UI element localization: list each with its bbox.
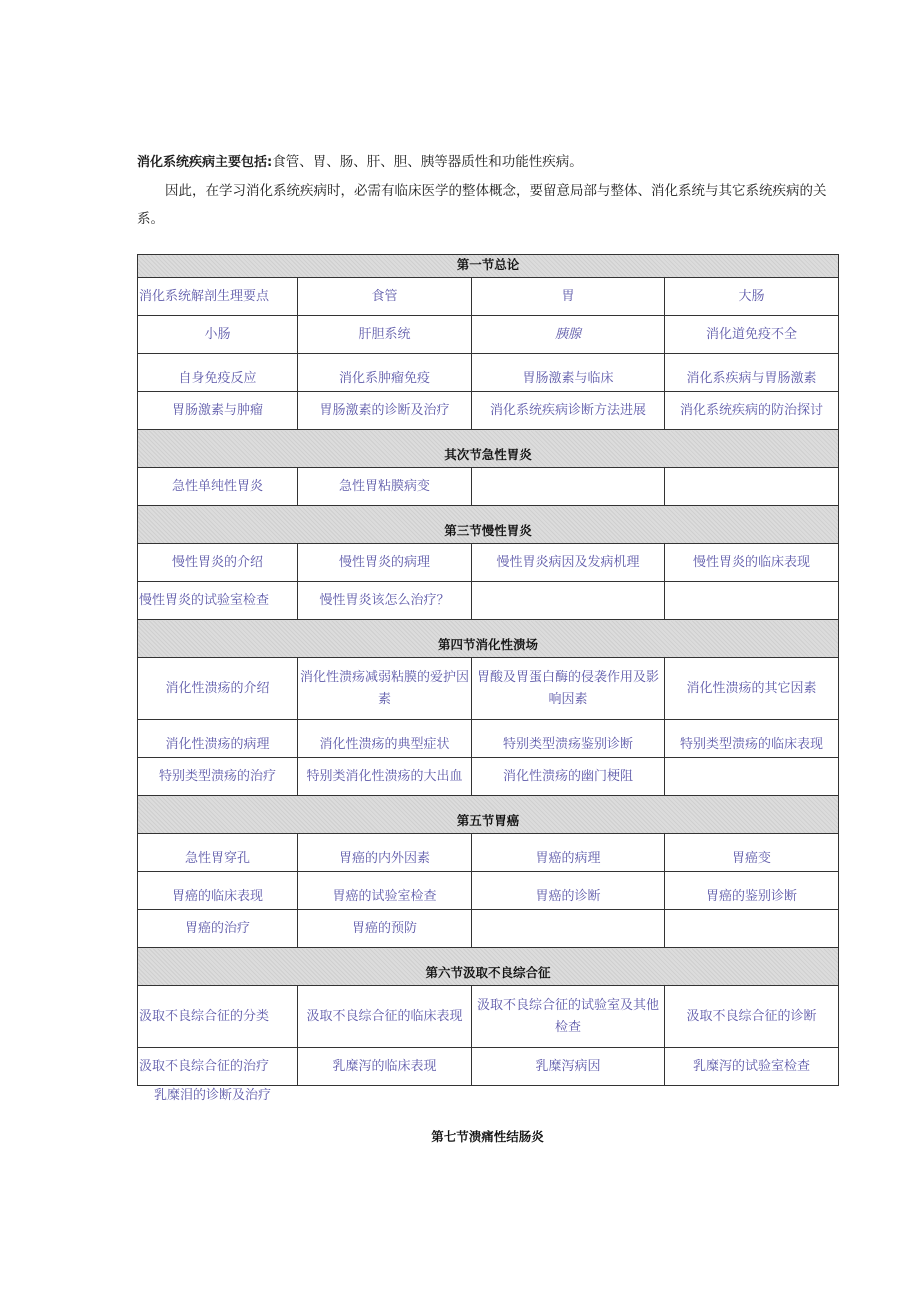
section-header: 第六节汲取不良综合征: [138, 948, 839, 986]
topic-cell[interactable]: 胃肠激素与肿瘤: [138, 392, 298, 430]
topic-cell[interactable]: 肝胆系统: [298, 316, 472, 354]
topic-cell[interactable]: 消化系统疾病诊断方法进展: [472, 392, 665, 430]
section-header: 第五节胃癌: [138, 796, 839, 834]
intro-line-1: [137, 148, 837, 177]
topic-cell[interactable]: 特别类型溃疡鉴别诊断: [472, 720, 665, 758]
topic-cell[interactable]: 汲取不良综合征的分类: [138, 986, 298, 1048]
topic-cell[interactable]: 自身免疫反应: [138, 354, 298, 392]
topic-cell-empty: [665, 758, 839, 796]
topic-cell[interactable]: 特别类消化性溃疡的大出血: [298, 758, 472, 796]
topic-cell[interactable]: 胃癌的治疗: [138, 910, 298, 948]
topic-cell[interactable]: 汲取不良综合征的治疗: [138, 1048, 298, 1086]
after-table-note[interactable]: 乳糜泪的诊断及治疗: [154, 1088, 272, 1103]
topic-cell[interactable]: 胃: [472, 278, 665, 316]
topic-cell-empty: [665, 582, 839, 620]
topic-cell[interactable]: 消化系肿瘤免疫: [298, 354, 472, 392]
topic-cell[interactable]: 胃癌变: [665, 834, 839, 872]
intro-lead-bold: 消化系统疾病主要包括:: [137, 155, 273, 170]
topic-cell[interactable]: 消化性溃疡的介绍: [138, 658, 298, 720]
topic-cell[interactable]: 消化系统解剖生理要点: [138, 278, 298, 316]
topic-cell[interactable]: 胃肠激素与临床: [472, 354, 665, 392]
topic-cell[interactable]: 急性胃粘膜病变: [298, 468, 472, 506]
topic-cell-empty: [472, 910, 665, 948]
topic-cell[interactable]: 慢性胃炎的病理: [298, 544, 472, 582]
topic-cell[interactable]: 胃癌的鉴别诊断: [665, 872, 839, 910]
section-header: 第四节消化性溃场: [138, 620, 839, 658]
topic-cell[interactable]: 消化道免疫不全: [665, 316, 839, 354]
topic-cell[interactable]: 消化性溃疡的病理: [138, 720, 298, 758]
topic-cell[interactable]: 胃肠激素的诊断及治疗: [298, 392, 472, 430]
intro-line-1-rest: 食管、胃、肠、肝、胆、胰等器质性和功能性疾病。: [272, 154, 583, 170]
intro-line-2: 因此，在学习消化系统疾病时，必需有临床医学的整体概念，要留意局部与整体、消化系统与其它系统疾病的关系。: [137, 183, 827, 227]
topic-cell[interactable]: 小肠: [138, 316, 298, 354]
topic-cell[interactable]: 特别类型溃疡的治疗: [138, 758, 298, 796]
intro-paragraph: [137, 148, 837, 233]
topic-cell-empty: [665, 910, 839, 948]
topic-cell[interactable]: 胃癌的内外因素: [298, 834, 472, 872]
topic-cell[interactable]: 食管: [298, 278, 472, 316]
topic-cell[interactable]: 消化系疾病与胃肠激素: [665, 354, 839, 392]
topic-cell[interactable]: 胃癌的试验室检查: [298, 872, 472, 910]
topic-cell[interactable]: 慢性胃炎的介绍: [138, 544, 298, 582]
topic-cell[interactable]: 特别类型溃疡的临床表现: [665, 720, 839, 758]
topic-cell[interactable]: 胃酸及胃蛋白酶的侵袭作用及影响因素: [472, 658, 665, 720]
topic-cell[interactable]: 乳糜泻的临床表现: [298, 1048, 472, 1086]
topic-cell[interactable]: 消化性溃疡的典型症状: [298, 720, 472, 758]
topic-cell-empty: [665, 468, 839, 506]
topic-cell[interactable]: 急性单纯性胃炎: [138, 468, 298, 506]
topic-cell[interactable]: 大肠: [665, 278, 839, 316]
topic-cell[interactable]: 消化系统疾病的防治探讨: [665, 392, 839, 430]
topic-cell[interactable]: 胰腺: [472, 316, 665, 354]
topic-cell[interactable]: 急性胃穿孔: [138, 834, 298, 872]
topic-cell-empty: [472, 468, 665, 506]
topic-cell[interactable]: 乳糜泻病因: [472, 1048, 665, 1086]
topic-cell[interactable]: 消化性溃疡减弱粘膜的爱护因素: [298, 658, 472, 720]
topic-cell[interactable]: 汲取不良综合征的诊断: [665, 986, 839, 1048]
topic-cell[interactable]: 乳糜泻的试验室检查: [665, 1048, 839, 1086]
topic-cell[interactable]: 慢性胃炎的临床表现: [665, 544, 839, 582]
topic-cell[interactable]: 慢性胃炎的试验室检查: [138, 582, 298, 620]
topic-cell[interactable]: 胃癌的预防: [298, 910, 472, 948]
topics-table: [137, 254, 839, 1086]
topic-cell[interactable]: 慢性胃炎病因及发病机理: [472, 544, 665, 582]
topic-cell[interactable]: 汲取不良综合征的临床表现: [298, 986, 472, 1048]
section-header: 第三节慢性胃炎: [138, 506, 839, 544]
section-header: 其次节急性胃炎: [138, 430, 839, 468]
topic-cell[interactable]: 汲取不良综合征的试验室及其他检查: [472, 986, 665, 1048]
section-7-title: 第七节溃痛性结肠炎: [431, 1129, 544, 1144]
topic-cell[interactable]: 胃癌的病理: [472, 834, 665, 872]
topic-cell[interactable]: 胃癌的诊断: [472, 872, 665, 910]
topic-cell[interactable]: 胃癌的临床表现: [138, 872, 298, 910]
topic-cell[interactable]: 消化性溃疡的其它因素: [665, 658, 839, 720]
section-header: 第一节总论: [138, 255, 839, 278]
topic-cell-empty: [472, 582, 665, 620]
topic-cell[interactable]: 消化性溃疡的幽门梗阻: [472, 758, 665, 796]
topic-cell[interactable]: 慢性胃炎该怎么治疗？: [298, 582, 472, 620]
